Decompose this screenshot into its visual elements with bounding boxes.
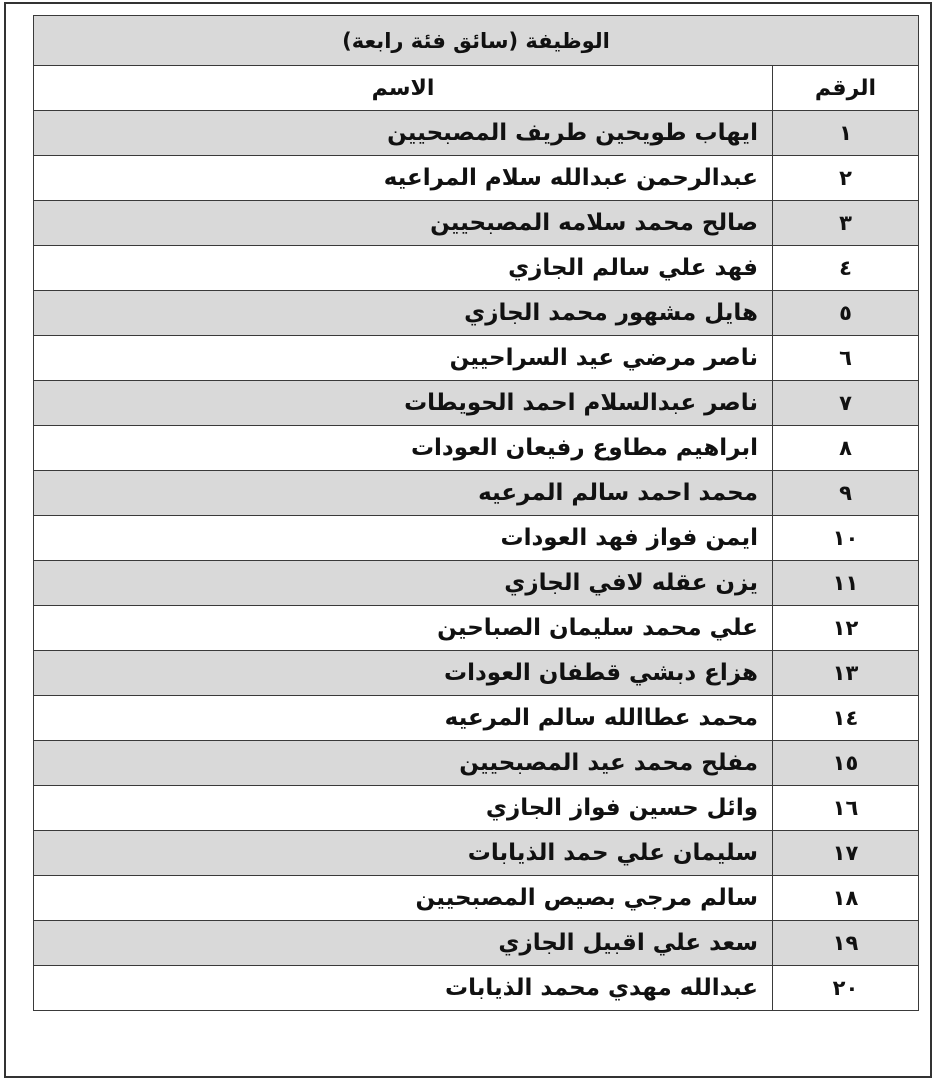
row-number: ١٣	[773, 651, 919, 696]
row-name: هزاع دبشي قطفان العودات	[34, 651, 773, 696]
row-number: ١٩	[773, 921, 919, 966]
table-row	[34, 336, 919, 381]
row-name: ايمن فواز فهد العودات	[34, 516, 773, 561]
table-row	[34, 426, 919, 471]
row-name: فهد علي سالم الجازي	[34, 246, 773, 291]
table-row	[34, 921, 919, 966]
row-name: سليمان علي حمد الذيابات	[34, 831, 773, 876]
row-name: سعد علي اقبيل الجازي	[34, 921, 773, 966]
row-name: محمد عطاالله سالم المرعيه	[34, 696, 773, 741]
row-number: ٤	[773, 246, 919, 291]
table-row	[34, 651, 919, 696]
table-row	[34, 516, 919, 561]
row-number: ٨	[773, 426, 919, 471]
row-number: ١٤	[773, 696, 919, 741]
row-number: ٧	[773, 381, 919, 426]
row-number: ٢٠	[773, 966, 919, 1011]
row-name: هايل مشهور محمد الجازي	[34, 291, 773, 336]
row-number: ١٦	[773, 786, 919, 831]
row-number: ٦	[773, 336, 919, 381]
row-name: محمد احمد سالم المرعيه	[34, 471, 773, 516]
table-row	[34, 966, 919, 1011]
row-number: ١٨	[773, 876, 919, 921]
table-row	[34, 786, 919, 831]
row-number: ١	[773, 111, 919, 156]
row-name: ايهاب طويحين طريف المصبحيين	[34, 111, 773, 156]
table-row	[34, 741, 919, 786]
row-name: علي محمد سليمان الصباحين	[34, 606, 773, 651]
table-row	[34, 831, 919, 876]
row-name: ناصر مرضي عيد السراحيين	[34, 336, 773, 381]
row-number: ١٧	[773, 831, 919, 876]
row-name: يزن عقله لافي الجازي	[34, 561, 773, 606]
row-number: ٣	[773, 201, 919, 246]
table-row	[34, 156, 919, 201]
row-number: ١٢	[773, 606, 919, 651]
row-name: عبدالله مهدي محمد الذيابات	[34, 966, 773, 1011]
table-row	[34, 696, 919, 741]
roster-table	[33, 15, 919, 1011]
table-row	[34, 246, 919, 291]
row-name: صالح محمد سلامه المصبحيين	[34, 201, 773, 246]
row-number: ٩	[773, 471, 919, 516]
row-number: ١٥	[773, 741, 919, 786]
table-row	[34, 876, 919, 921]
table-row	[34, 291, 919, 336]
table-row	[34, 471, 919, 516]
row-name: وائل حسين فواز الجازي	[34, 786, 773, 831]
table-row	[34, 381, 919, 426]
job-title: الوظيفة (سائق فئة رابعة)	[34, 16, 919, 66]
table-row	[34, 111, 919, 156]
table-row	[34, 201, 919, 246]
page-frame	[4, 2, 932, 1078]
row-name: عبدالرحمن عبدالله سلام المراعيه	[34, 156, 773, 201]
table-row	[34, 561, 919, 606]
table-row	[34, 606, 919, 651]
row-name: سالم مرجي بصيص المصبحيين	[34, 876, 773, 921]
row-number: ١١	[773, 561, 919, 606]
row-number: ١٠	[773, 516, 919, 561]
header-name: الاسم	[34, 66, 773, 111]
row-name: ناصر عبدالسلام احمد الحويطات	[34, 381, 773, 426]
header-number: الرقم	[773, 66, 919, 111]
row-name: مفلح محمد عيد المصبحيين	[34, 741, 773, 786]
row-number: ٢	[773, 156, 919, 201]
row-name: ابراهيم مطاوع رفيعان العودات	[34, 426, 773, 471]
row-number: ٥	[773, 291, 919, 336]
